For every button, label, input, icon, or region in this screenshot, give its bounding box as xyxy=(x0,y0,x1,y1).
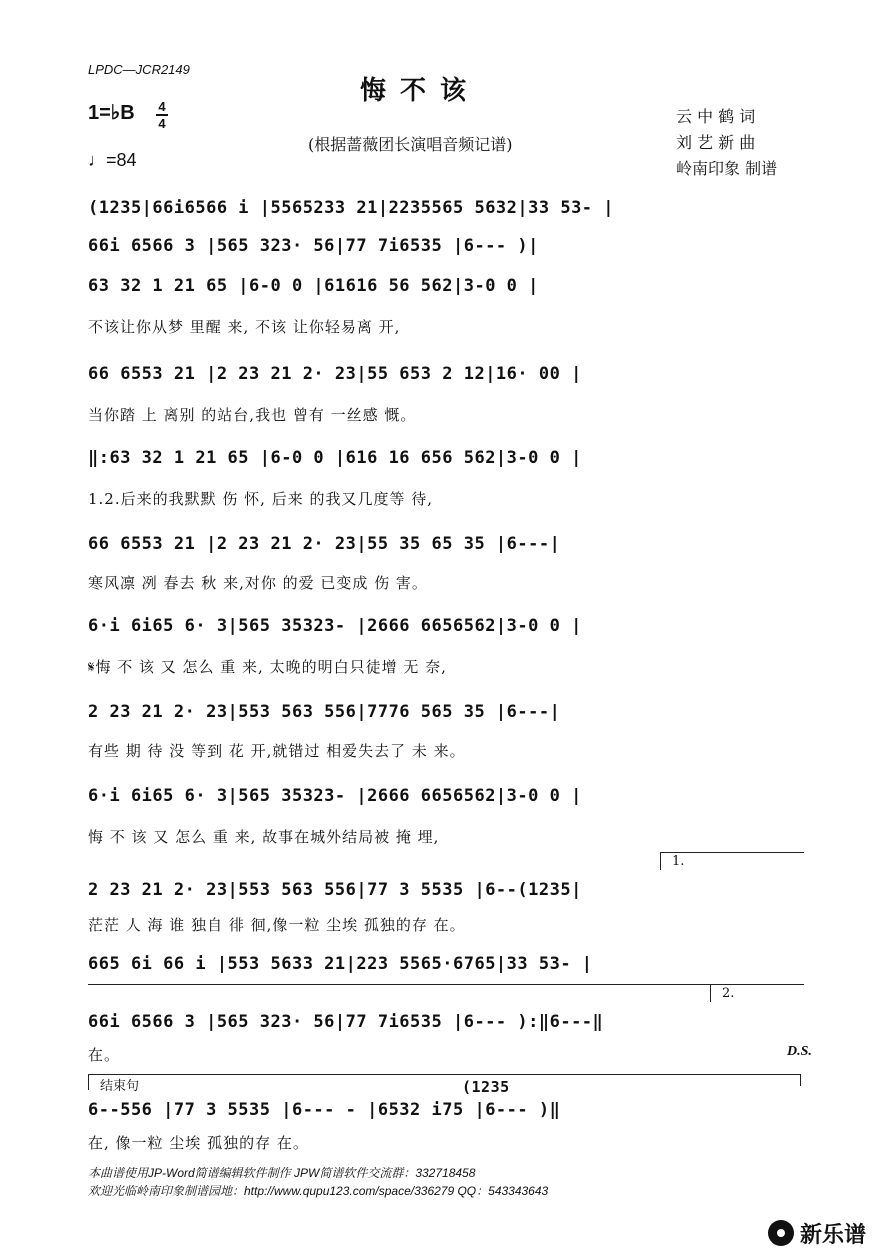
score-line-10: 2 23 21 2· 23|553 563 556|77 3 5535 |6--(1235| xyxy=(88,880,582,900)
lyric-line-7: 𝄋悔 不 该 又 怎么 重 来, 太晚的明白只徒增 无 奈, xyxy=(88,658,447,676)
ending-bracket xyxy=(88,1074,800,1075)
da-segno-mark: D.S. xyxy=(787,1044,812,1059)
lyric-line-10: 茫茫 人 海 谁 独自 徘 徊,像一粒 尘埃 孤独的存 在。 xyxy=(88,916,466,934)
score-line-2: 66i 6566 3 |565 323· 56|77 7i6535 |6--- )| xyxy=(88,236,539,256)
score-line-9: 6·i 6i65 6· 3|565 35323- |2666 6656562|3-0 0 | xyxy=(88,786,582,806)
volta-2-label: 2. xyxy=(722,986,735,1001)
volta-1-label: 1. xyxy=(672,854,685,869)
lyric-line-13: 在, 像一粒 尘埃 孤独的存 在。 xyxy=(88,1134,309,1152)
footer-line-1: 本曲谱使用JP-Word简谱编辑软件制作 JPW简谱软件交流群：332718458 xyxy=(88,1166,476,1180)
volta-2-bracket-left xyxy=(710,984,711,1002)
score-line-6: 66 6553 21 |2 23 21 2· 23|55 35 65 35 |6---| xyxy=(88,534,561,554)
subtitle: (根据蔷薇团长演唱音频记谱) xyxy=(308,135,513,154)
lyric-line-3: 不该让你从梦 里醒 来, 不该 让你轻易离 开, xyxy=(88,318,401,336)
lyric-line-8: 有些 期 待 没 等到 花 开,就错过 相爱失去了 未 来。 xyxy=(88,742,466,760)
key-signature: 1=♭B xyxy=(88,102,135,124)
ending-intro: (1235 xyxy=(462,1078,510,1096)
logo-text: 新乐谱 xyxy=(800,1223,867,1248)
footer-line-2: 欢迎光临岭南印象制谱园地：http://www.qupu123.com/space/336279 QQ：543343643 xyxy=(88,1184,549,1198)
lyric-line-6: 寒风凛 冽 春去 秋 来,对你 的爱 已变成 伤 害。 xyxy=(88,574,428,592)
time-signature-top: 4 xyxy=(158,99,166,114)
volta-1-bracket xyxy=(660,852,804,853)
score-line-12: 66i 6566 3 |565 323· 56|77 7i6535 |6--- ):‖6---‖ xyxy=(88,1012,604,1032)
score-code: LPDC—JCR2149 xyxy=(88,62,190,77)
tempo-mark: ♩=84 xyxy=(88,150,137,170)
score-line-11: 665 6i 66 i |553 5633 21|223 5565·6765|33 53- | xyxy=(88,954,593,974)
composer-credit: 刘 艺 新 曲 xyxy=(676,133,756,152)
volta-2-bracket xyxy=(710,984,804,985)
score-line-7: 6·i 6i65 6· 3|565 35323- |2666 6656562|3-0 0 | xyxy=(88,616,582,636)
ending-bracket-right xyxy=(800,1074,801,1086)
ending-bracket-left xyxy=(88,1074,89,1090)
transcriber-credit: 岭南印象 制谱 xyxy=(676,159,778,178)
lyric-line-9: 悔 不 该 又 怎么 重 来, 故事在城外结局被 掩 埋, xyxy=(88,828,440,846)
lyricist-credit: 云 中 鹤 词 xyxy=(676,107,756,126)
score-line-4: 66 6553 21 |2 23 21 2· 23|55 653 2 12|16· 00 | xyxy=(88,364,582,384)
ending-label: 结束句 xyxy=(100,1079,140,1094)
page-title: 悔不该 xyxy=(360,76,481,106)
score-line-5: ‖:63 32 1 21 65 |6-0 0 |616 16 656 562|3-0 0 | xyxy=(88,448,582,468)
score-line-3: 63 32 1 21 65 |6-0 0 |61616 56 562|3-0 0 | xyxy=(88,276,539,296)
time-signature-bottom: 4 xyxy=(158,116,166,131)
lyric-line-12: 在。 xyxy=(88,1046,121,1064)
score-line-8: 2 23 21 2· 23|553 563 556|7776 565 35 |6---| xyxy=(88,702,561,722)
system-divider xyxy=(88,984,804,985)
volta-1-bracket-left xyxy=(660,852,661,870)
vinyl-record-icon xyxy=(768,1220,794,1246)
site-logo xyxy=(768,1218,880,1250)
score-line-1: (1235|66i6566 i |5565233 21|2235565 5632|33 53- | xyxy=(88,198,615,218)
time-signature xyxy=(156,100,168,130)
lyric-line-4: 当你踏 上 离别 的站台,我也 曾有 一丝感 慨。 xyxy=(88,406,417,424)
lyric-line-5: 1.2.后来的我默默 伤 怀, 后来 的我又几度等 待, xyxy=(88,490,434,508)
score-line-13: 6--556 |77 3 5535 |6--- - |6532 i75 |6--- )‖ xyxy=(88,1100,561,1120)
